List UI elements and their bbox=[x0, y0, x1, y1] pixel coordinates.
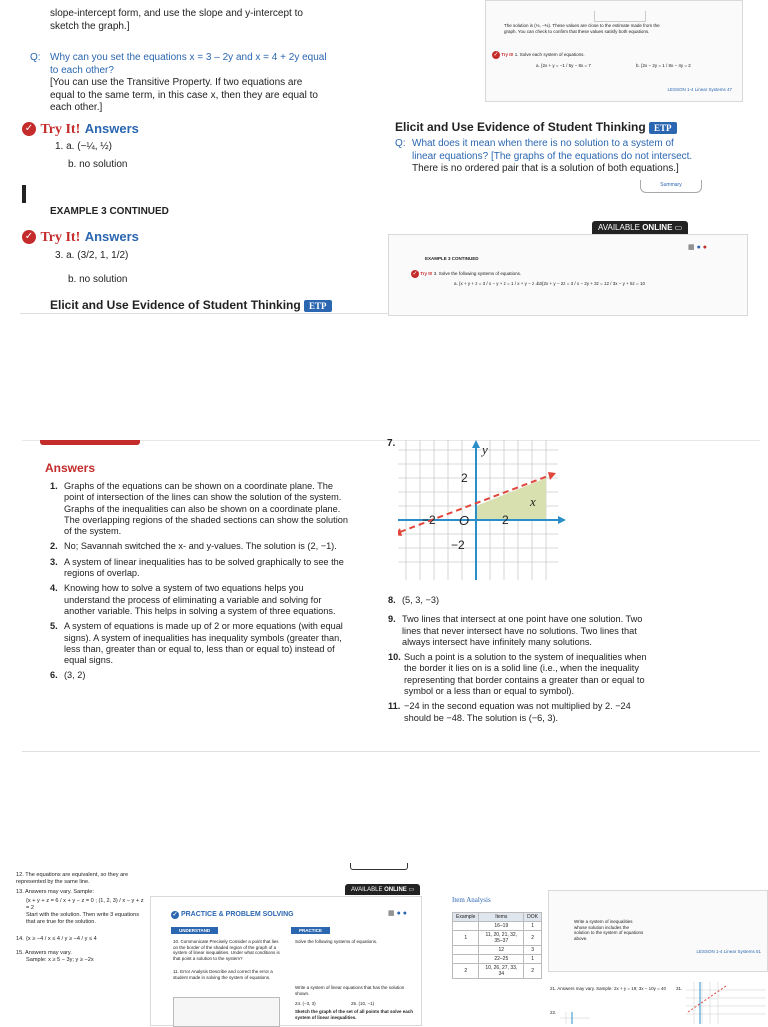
answer-line-1: [You can use the Transitive Property. If two equations are bbox=[50, 77, 303, 88]
tab-marker bbox=[350, 863, 408, 870]
question-line-2-text: linear equations? [The graphs of the equations do not intersect. bbox=[412, 150, 693, 162]
answer-item bbox=[50, 481, 350, 537]
item-1a: 1. a. (−¼, ½) bbox=[55, 141, 112, 152]
table-header-row bbox=[453, 913, 542, 922]
table-row bbox=[453, 922, 542, 931]
available-online-tab[interactable] bbox=[592, 221, 688, 234]
mini-tryit-label: Try It! bbox=[501, 52, 514, 58]
y-axis-label: y bbox=[482, 442, 488, 457]
mini-page-2 bbox=[388, 234, 748, 316]
answer-number: 2. bbox=[50, 541, 58, 552]
practice-sketch: Sketch the graph of the set of all points that solve each system of linear inequalities. bbox=[295, 1009, 414, 1020]
table-row bbox=[453, 931, 542, 946]
graph-label: 7. bbox=[387, 438, 396, 449]
answer-12: 12. The equations are equivalent, so they are represented by the same line. bbox=[16, 872, 129, 885]
calculator-icon[interactable]: ▦ bbox=[388, 910, 395, 917]
check-icon: ✓ bbox=[22, 122, 36, 136]
cell: 1 bbox=[524, 955, 542, 964]
cell bbox=[453, 946, 479, 955]
elicit-heading-left bbox=[50, 298, 332, 312]
item-3a: 3. a. (3/2, 1, 1/2) bbox=[55, 250, 129, 261]
answer-text: −24 in the second equation was not multiplied by 2. −24 should be −48. The solution is (−6, 3). bbox=[404, 701, 631, 723]
answer-text: No; Savannah switched the x- and y-values. The solution is (2, −1). bbox=[64, 541, 337, 552]
q-label: Q: bbox=[30, 52, 41, 63]
cell bbox=[453, 955, 479, 964]
answers-label: Answers bbox=[84, 121, 139, 136]
practice-write: Write a system of linear equations that has the solution shown. bbox=[295, 985, 405, 996]
question-line-1: Why can you set the equations x = 3 – 2y and x = 4 + 2y equal bbox=[50, 52, 327, 63]
mini2-tryit bbox=[411, 270, 521, 278]
item-1b: b. no solution bbox=[68, 159, 128, 170]
mini-text bbox=[504, 23, 734, 34]
summary-tab[interactable]: Summary bbox=[640, 180, 702, 193]
far-right-text: Write a system of inequalities whose solution includes the solution to the system of equations above. bbox=[574, 919, 644, 941]
item-analysis-title: Item Analysis bbox=[452, 896, 491, 904]
available-online-tab-2[interactable] bbox=[345, 884, 420, 895]
answer-number: 6. bbox=[50, 670, 58, 681]
answer-line-2: equal to the same term, in this case x, then they are equal to bbox=[50, 89, 318, 101]
understand-tag: UNDERSTAND bbox=[171, 927, 218, 934]
answer-number: 5. bbox=[50, 621, 58, 632]
answers-list-right bbox=[388, 595, 660, 728]
mini2-tryit-text: 3. Solve the following systems of equations. bbox=[433, 271, 522, 277]
mini-text-1: The solution is (⅓, −⅔). These values are close to the estimate made from the bbox=[504, 23, 660, 28]
problem-25: 25. (10, −1) bbox=[351, 1001, 375, 1006]
practice-solve: Solve the following systems of equations. bbox=[295, 939, 378, 944]
cell: 10, 26, 27, 33, 34 bbox=[479, 964, 524, 979]
origin-label: O bbox=[459, 513, 470, 528]
cell: 2 bbox=[524, 931, 542, 946]
answer-line-3: There is no ordered pair that is a solution of both equations.] bbox=[412, 163, 679, 174]
answers-label: Answers bbox=[84, 229, 139, 244]
question-block bbox=[30, 52, 370, 115]
try-it-label: Try It! bbox=[40, 230, 81, 245]
elicit-text: Elicit and Use Evidence of Student Thinking bbox=[50, 298, 301, 312]
table-row bbox=[453, 964, 542, 979]
inequality-graph bbox=[398, 440, 566, 582]
cell: 2 bbox=[524, 964, 542, 979]
calculator-icon[interactable]: ▦ bbox=[688, 244, 695, 251]
x-tick-neg2: −2 bbox=[422, 513, 436, 527]
answer-number: 4. bbox=[50, 583, 58, 594]
cell: 3 bbox=[524, 946, 542, 955]
cell: 22–25 bbox=[479, 955, 524, 964]
answer-number: 11. bbox=[388, 701, 401, 712]
available-text: AVAILABLE bbox=[598, 223, 640, 232]
mini-tryit bbox=[492, 51, 585, 59]
answer-item bbox=[50, 621, 350, 666]
answer-13: 13. Answers may vary. Sample: bbox=[16, 888, 94, 895]
answer-text: Knowing how to solve a system of two equations helps you understand the process of eliminating a variable and solving for another variable. This helps in solving a system of three equations. bbox=[64, 583, 336, 616]
table-row bbox=[453, 955, 542, 964]
answer-text: (5, 3, −3) bbox=[402, 595, 440, 605]
bottom-left-answers bbox=[16, 872, 146, 964]
cell: 1 bbox=[524, 922, 542, 931]
answer-number: 9. bbox=[388, 614, 396, 625]
answer-item bbox=[50, 541, 350, 552]
mini-graph-22 bbox=[560, 1012, 590, 1024]
mini-toolbar bbox=[688, 243, 707, 251]
answer-13-system: {x + y + z = 6 / x + y − z = 0 ; (1, 2, 3) / x − y + z = 2 bbox=[26, 898, 144, 912]
concept-icon[interactable]: ● bbox=[696, 244, 701, 251]
try-it-answers-1 bbox=[22, 120, 139, 138]
mini2-b: b. {2x + y − 2z = 3 / x − 2y + 3z = 12 / 3x − y + 5z = 10 bbox=[537, 281, 645, 286]
y-tick-neg2: −2 bbox=[451, 538, 465, 552]
available-text: AVAILABLE bbox=[351, 887, 383, 893]
answer-text: A system of equations is made up of 2 or more equations (with equal signs). A system of inequalities has inequality symbols (greater than, less than, greater than or equal to, less than or equal to) instead of equal signs. bbox=[64, 621, 343, 666]
answer-item bbox=[388, 652, 660, 697]
practice-icon[interactable]: ● bbox=[402, 910, 407, 917]
answer-14: 14. bbox=[16, 935, 24, 942]
mini-text-2: graph. You can check to confirm that these values satisfy both equations. bbox=[504, 28, 650, 34]
item-analysis-table bbox=[452, 912, 542, 979]
practice-title-text: PRACTICE & PROBLEM SOLVING bbox=[180, 911, 294, 918]
check-icon: ✓ bbox=[493, 52, 499, 58]
y-axis-arrow bbox=[472, 440, 480, 448]
mini-footer: LESSON 1-4 Linear Systems 47 bbox=[667, 87, 732, 92]
question-line-2: to each other? bbox=[50, 64, 114, 76]
check-icon: ✓ bbox=[412, 271, 418, 277]
answers-list-left bbox=[50, 481, 350, 686]
problem-11: 11. Error Analysis Describe and correct the error a student made in solving the system of equations. bbox=[173, 969, 273, 980]
mini-b: b. {2x − 2y = 1 / 8x − 4y = 2 bbox=[636, 63, 691, 68]
top-left-block bbox=[50, 8, 380, 33]
item-3b: b. no solution bbox=[68, 274, 128, 285]
red-tab bbox=[40, 440, 140, 445]
mini-box bbox=[594, 11, 646, 22]
answer-15-sample: Sample: x ≥ 5 − 3y; y ≥ −2x bbox=[26, 957, 94, 964]
answer-text: Two lines that intersect at one point have one solution. Two lines that never intersect have no solutions. Two lines that always intersect have infinitely many solutions. bbox=[402, 614, 643, 647]
video-icon[interactable]: ● bbox=[702, 244, 707, 251]
col-dok: DOK bbox=[524, 913, 542, 922]
mini-page-1 bbox=[485, 0, 743, 102]
col-items: Items bbox=[479, 913, 524, 922]
y-tick-2: 2 bbox=[461, 471, 468, 485]
check-icon: ✓ bbox=[22, 230, 36, 244]
cell: 1 bbox=[453, 931, 479, 946]
laptop-icon: ▭ bbox=[408, 887, 415, 893]
error-analysis-box bbox=[173, 997, 280, 1027]
tutorial-icon[interactable]: ● bbox=[396, 910, 401, 917]
mini2-tryit-label: Try It! bbox=[420, 271, 433, 277]
far-right-page bbox=[548, 890, 768, 972]
answer-number: 1. bbox=[50, 481, 58, 491]
q-label: Q: bbox=[395, 138, 406, 149]
answer-item bbox=[50, 670, 350, 681]
intro-text: slope-intercept form, and use the slope and y-intercept to bbox=[50, 8, 303, 19]
problem-10: 10. Communicate Precisely Consider a point that lies on the border of the shaded region of the graph of a system of linear inequalities. Under what conditions is that point a solution to the system? bbox=[173, 939, 280, 961]
answer-text: Such a point is a solution to the system of inequalities when the border it lies on is a solid line (i.e., when the inequality representing that border contains a greater than or equal to symbol or a less than or equal to symbol). bbox=[404, 652, 647, 697]
question-line-2 bbox=[395, 151, 735, 164]
online-text: ONLINE bbox=[384, 887, 407, 893]
answer-number: 3. bbox=[50, 556, 58, 567]
x-axis-arrow bbox=[558, 516, 566, 524]
answer-14-system: {x ≥ −4 / x ≤ 4 / y ≥ −4 / y ≤ 4 bbox=[26, 935, 97, 942]
answer-item bbox=[388, 701, 660, 724]
etp-badge: ETP bbox=[649, 122, 677, 134]
answer-number: 8. bbox=[388, 595, 396, 605]
check-icon: ✓ bbox=[172, 912, 178, 918]
elicit-heading-right bbox=[395, 120, 677, 134]
answer-text: A system of linear inequalities has to be solved graphically to see the regions of overlap. bbox=[64, 556, 344, 579]
mini2-a: a. {x + y + z = 3 / x − y + z = 1 / x + y − z = 3 bbox=[454, 281, 542, 286]
cell: 12 bbox=[479, 946, 524, 955]
answer-22: 22. bbox=[550, 1010, 557, 1015]
answer-31: 31. bbox=[676, 986, 683, 991]
col-example: Example bbox=[453, 913, 479, 922]
answer-item bbox=[50, 583, 350, 617]
problem-24: 24. (−3, 3) bbox=[295, 1001, 316, 1006]
x-axis-label: x bbox=[530, 494, 536, 509]
cell: 2 bbox=[453, 964, 479, 979]
x-tick-2: 2 bbox=[502, 513, 509, 527]
answer-21: 21. Answers may vary. Sample: 2x + y = 19; 3x − 10y = 40 bbox=[550, 986, 666, 991]
answer-item bbox=[388, 614, 660, 648]
table-row bbox=[453, 946, 542, 955]
cell: 11, 20, 21, 32, 35–37 bbox=[479, 931, 524, 946]
mini-tryit-text: 1. Solve each system of equations. bbox=[514, 52, 585, 58]
etp-badge: ETP bbox=[304, 300, 332, 312]
boundary-arrow bbox=[548, 472, 556, 480]
section-marker bbox=[22, 185, 26, 203]
laptop-icon: ▭ bbox=[674, 223, 683, 232]
cell bbox=[453, 922, 479, 931]
practice-title bbox=[171, 911, 294, 919]
right-question-block bbox=[395, 138, 735, 176]
intro-text-2: sketch the graph.] bbox=[50, 20, 130, 32]
mini2-example: EXAMPLE 3 CONTINUED bbox=[425, 256, 479, 261]
cell: 16–19 bbox=[479, 922, 524, 931]
divider bbox=[20, 313, 390, 314]
answer-number: 10. bbox=[388, 652, 401, 663]
answer-item bbox=[388, 595, 660, 606]
answer-13-more: Start with the solution. Then write 3 equations that are true for the solution. bbox=[26, 911, 140, 925]
answer-text: Graphs of the equations can be shown on a coordinate plane. The point of intersection of the lines can show the solution of the system. Graphs of the inequalities can also be shown on a coordinate plane. The overlapping regions of the shaded sections can show the solution of the system. bbox=[64, 481, 348, 537]
mini-a: a. {2x + y = −1 / 5y − 8x = 7 bbox=[536, 63, 591, 68]
example-3-heading: EXAMPLE 3 CONTINUED bbox=[50, 206, 169, 217]
online-text: ONLINE bbox=[642, 223, 673, 232]
answer-15: 15. Answers may vary. bbox=[16, 950, 72, 957]
answer-item bbox=[50, 557, 350, 580]
practice-page bbox=[150, 896, 422, 1026]
far-right-footer: LESSON 1-4 Linear Systems 51 bbox=[696, 949, 761, 954]
answer-text: (3, 2) bbox=[64, 670, 86, 681]
try-it-answers-3 bbox=[22, 228, 139, 246]
practice-toolbar bbox=[388, 909, 407, 917]
question-line-1: What does it mean when there is no solution to a system of bbox=[412, 138, 674, 149]
elicit-text: Elicit and Use Evidence of Student Thinking bbox=[395, 120, 646, 134]
practice-tag: PRACTICE bbox=[291, 927, 330, 934]
answers-heading: Answers bbox=[45, 461, 96, 475]
answer-line-3: each other.] bbox=[50, 102, 103, 113]
mini-graph-31 bbox=[686, 982, 766, 1024]
try-it-label: Try It! bbox=[40, 122, 81, 137]
